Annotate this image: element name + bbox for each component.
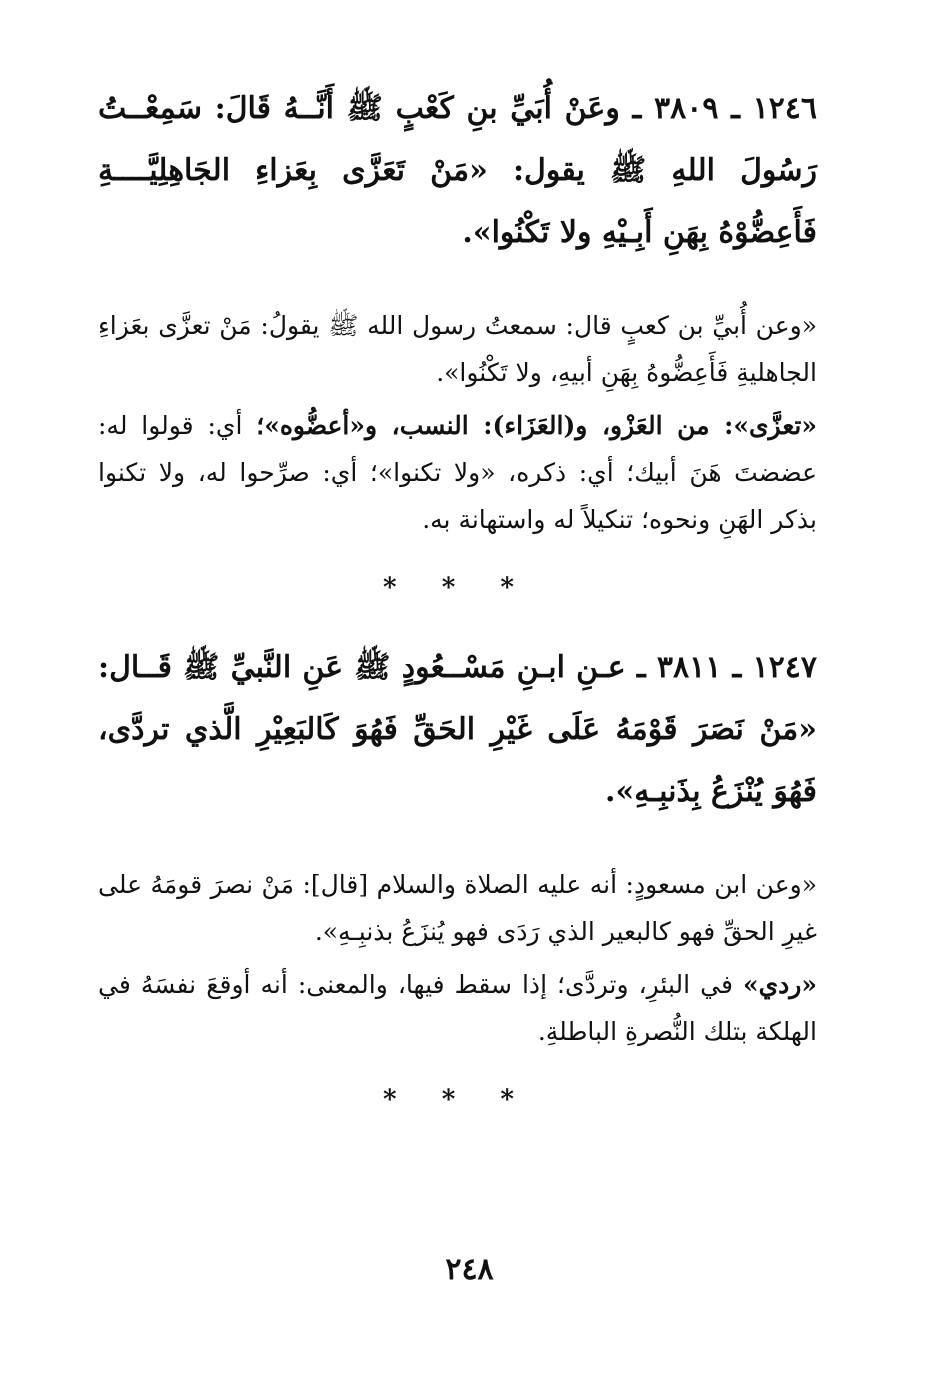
- hadith-text: ١٢٤٦ ـ ٣٨٠٩ ـ وعَنْ أُبَيِّ بنِ كَعْبٍ ﷺ أَنَّــهُ قَالَ: سَمِعْــتُ رَسُولَ اللهِ ﷺ يقول: «مَنْ تَعَزَّى بِعَزاءِ الجَاهِلِيَّــــةِ فَأَعِضُّوْهُ بِهَنِ أَبِـيْهِ ولا تَكْنُوا».: [98, 91, 818, 250]
- explanation-paragraph: [98, 402, 817, 543]
- explanation-paragraph: [98, 961, 817, 1055]
- hadith-text: ١٢٤٧ ـ ٣٨١١ ـ عـنِ ابـنِ مَسْــعُودٍ ﷺ عَنِ النَّبيِّ ﷺ قَــال: «مَنْ نَصَرَ قَوْمَهُ عَلَى غَيْرِ الحَقِّ فَهُوَ كَالبَعِيْرِ الَّذي تردَّى، فَهُوَ يُنْزَعُ بِذَنبِـهِ».: [98, 650, 817, 809]
- section-separator: * * *: [383, 573, 532, 603]
- section-separator: * * *: [383, 1085, 532, 1115]
- explanation-terms: «ردي»: [742, 970, 817, 999]
- explanation-text: أي: قولوا له: عضضتَ هَنَ أبيك؛ أي: ذكره، «ولا تكنوا»؛ أي: صرِّحوا له، ولا تكنوا بذكر الهَنِ ونحوه؛ تنكيلاً له واستهانة به.: [98, 411, 817, 534]
- commentary-text: «وعن أُبيِّ بن كعبٍ قال: سمعتُ رسول الله ﷺ يقولُ: مَنْ تعزَّى بعَزاءِ الجاهليةِ فَأَعِضُّوهُ بِهَنِ أبيهِ، ولا تَكْنُوا».: [98, 311, 817, 387]
- explanation-text: في البئرِ، وتردَّى؛ إذا سقط فيها، والمعنى: أنه أوقعَ نفسَهُ في الهلكة بتلك النُّصرةِ الباطلةِ.: [98, 970, 817, 1046]
- commentary-text: «وعن ابن مسعودٍ: أنه عليه الصلاة والسلام [قال]: مَنْ نصرَ قومَهُ على غيرِ الحقِّ فهو كالبعير الذي رَدَى فهو يُنزَعُ بذنبِـهِ».: [98, 870, 817, 946]
- explanation-terms: «تعزَّى»: من العَزْو، و(العَزَاء): النسب، و«أعضُّوه»؛: [256, 411, 817, 440]
- entry-1247: [98, 637, 817, 1055]
- page-number: ٢٤٨: [445, 1252, 494, 1287]
- entry-1246: [98, 78, 817, 543]
